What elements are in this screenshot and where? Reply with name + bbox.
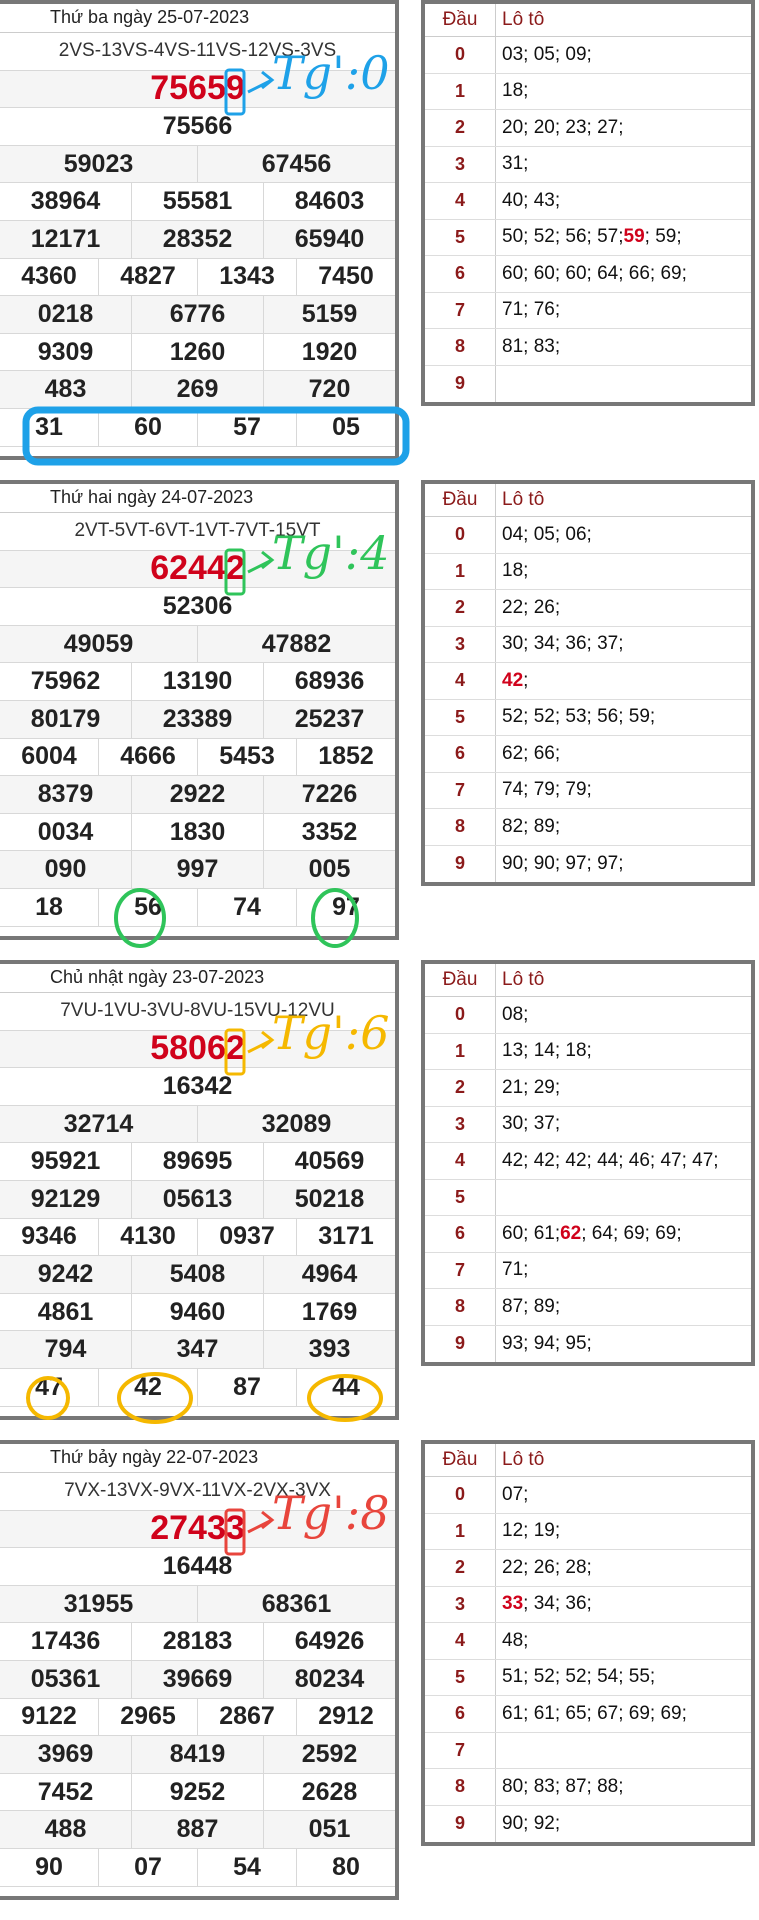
loto-text: ; 64; 69; 69; xyxy=(581,1222,682,1244)
loto-text: 13; 14; 18; xyxy=(502,1040,592,1062)
prize-number: 59023 xyxy=(0,146,198,183)
prize-number: 18 xyxy=(0,889,99,926)
loto-head-digit: 6 xyxy=(425,1216,496,1252)
loto-head-digit: 5 xyxy=(425,1660,496,1696)
loto-head-digit: 6 xyxy=(425,736,496,772)
last-row-highlight xyxy=(26,410,406,462)
loto-head-digit: 9 xyxy=(425,1806,496,1843)
loto-text: 71; xyxy=(502,1259,529,1281)
prize-number: 090 xyxy=(0,851,132,888)
annotation-layer xyxy=(0,0,759,480)
prize-number: 997 xyxy=(132,851,264,888)
prize-number: 80 xyxy=(332,1852,360,1881)
loto-highlight: 62 xyxy=(560,1222,582,1244)
prize-number: 9460 xyxy=(132,1294,264,1331)
prize-number: 80179 xyxy=(0,701,132,738)
loto-text: 03; 05; 09; xyxy=(502,43,592,65)
loto-text: 81; 83; xyxy=(502,335,561,357)
prize-number: 44 xyxy=(332,1372,360,1401)
day-block xyxy=(0,0,759,480)
prize-number: 05 xyxy=(332,412,360,441)
handwritten-note: Tg':0 xyxy=(272,46,390,100)
loto-text: 87; 89; xyxy=(502,1295,561,1317)
prize-number: 74 xyxy=(198,889,297,926)
prize-number: 3171 xyxy=(318,1222,374,1251)
annotation-layer xyxy=(0,1440,759,1920)
result-date-title: Thứ ba ngày 25-07-2023 xyxy=(0,4,395,33)
prize-number: 32714 xyxy=(0,1106,198,1143)
prize-number: 1920 xyxy=(301,337,358,366)
prize-number: 1769 xyxy=(301,1297,358,1326)
prize-number: 12171 xyxy=(0,221,132,258)
loto-text: 60; 61; xyxy=(502,1222,561,1244)
prize-number: 9252 xyxy=(132,1774,264,1811)
loto-head-digit: 4 xyxy=(425,1143,496,1179)
prize-number: 57 xyxy=(198,409,297,446)
prize-number: 60 xyxy=(99,409,198,446)
loto-head-digit: 0 xyxy=(425,1477,496,1513)
prize-number: 4360 xyxy=(0,259,99,296)
prize-number: 75962 xyxy=(0,663,132,700)
result-date-title: Chủ nhật ngày 23-07-2023 xyxy=(0,964,395,993)
handwritten-note: Tg':6 xyxy=(272,1006,390,1060)
prize-number: 8379 xyxy=(0,776,132,813)
prize-number: 483 xyxy=(0,371,132,408)
prize-code: 7VU-1VU-3VU-8VU-15VU-12VU xyxy=(60,1000,335,1022)
loto-header-loto: Lô tô xyxy=(502,9,545,30)
loto-head-digit: 5 xyxy=(425,220,496,256)
loto-text: 22; 26; xyxy=(502,596,561,618)
loto-header-loto: Lô tô xyxy=(502,1449,545,1470)
prize-number: 3969 xyxy=(0,1736,132,1773)
prize-number: 2922 xyxy=(132,776,264,813)
loto-highlight: 59 xyxy=(623,226,645,248)
result-date-title: Thứ hai ngày 24-07-2023 xyxy=(0,484,395,513)
prize-number: 5408 xyxy=(132,1256,264,1293)
prize-number: 347 xyxy=(132,1331,264,1368)
prize-number: 887 xyxy=(132,1811,264,1848)
prize-number: 1852 xyxy=(318,742,374,771)
prize-number: 89695 xyxy=(132,1143,264,1180)
number-circle xyxy=(28,1378,68,1418)
prize-number: 13190 xyxy=(132,663,264,700)
loto-header-loto: Lô tô xyxy=(502,489,545,510)
handwritten-note: Tg':4 xyxy=(272,526,390,580)
prize-number: 87 xyxy=(198,1369,297,1406)
loto-text: 22; 26; 28; xyxy=(502,1556,592,1578)
prize-number: 488 xyxy=(0,1811,132,1848)
prize-number: 23389 xyxy=(132,701,264,738)
loto-text: 18; xyxy=(502,560,529,582)
loto-text: 93; 94; 95; xyxy=(502,1332,592,1354)
prize-number: 0937 xyxy=(198,1219,297,1256)
special-prize-value: 27433 xyxy=(150,1509,245,1548)
loto-head-digit: 6 xyxy=(425,256,496,292)
prize-number: 07 xyxy=(99,1849,198,1886)
digit-highlight-box xyxy=(226,550,244,594)
prize-number: 47 xyxy=(0,1369,99,1406)
prize-number: 75566 xyxy=(162,111,233,140)
result-date-title: Thứ bảy ngày 22-07-2023 xyxy=(0,1444,395,1473)
loto-head-digit: 9 xyxy=(425,366,496,403)
prize-code: 2VS-13VS-4VS-11VS-12VS-3VS xyxy=(58,40,337,62)
prize-number: 50218 xyxy=(294,1184,365,1213)
prize-number: 05361 xyxy=(0,1661,132,1698)
prize-number: 4827 xyxy=(99,259,198,296)
prize-number: 5159 xyxy=(301,299,358,328)
prize-number: 4130 xyxy=(99,1219,198,1256)
digit-highlight-box xyxy=(226,70,244,114)
loto-text: 21; 29; xyxy=(502,1076,561,1098)
prize-number: 52306 xyxy=(162,591,233,620)
number-circle xyxy=(309,1376,381,1420)
loto-header-dau: Đầu xyxy=(425,4,496,36)
day-block xyxy=(0,960,759,1440)
loto-text: 80; 83; 87; 88; xyxy=(502,1775,624,1797)
prize-number: 2867 xyxy=(198,1699,297,1736)
loto-head-digit: 1 xyxy=(425,1034,496,1070)
loto-head-digit: 9 xyxy=(425,1326,496,1363)
digit-highlight-box xyxy=(226,1510,244,1554)
loto-head-digit: 4 xyxy=(425,1623,496,1659)
prize-number: 7450 xyxy=(318,262,374,291)
loto-text: 82; 89; xyxy=(502,815,561,837)
loto-text: 31; xyxy=(502,153,529,175)
prize-number: 9122 xyxy=(0,1699,99,1736)
note-arrow xyxy=(248,1512,272,1532)
loto-head-digit: 1 xyxy=(425,1514,496,1550)
number-circle xyxy=(313,890,357,946)
loto-head-digit: 1 xyxy=(425,554,496,590)
loto-head-digit: 4 xyxy=(425,183,496,219)
prize-number: 40569 xyxy=(294,1147,365,1176)
loto-head-digit: 3 xyxy=(425,627,496,663)
note-arrow xyxy=(248,552,272,572)
loto-head-digit: 6 xyxy=(425,1696,496,1732)
handwritten-note: Tg':8 xyxy=(272,1486,390,1540)
prize-number: 8419 xyxy=(132,1736,264,1773)
loto-head-digit: 8 xyxy=(425,329,496,365)
prize-number: 4666 xyxy=(99,739,198,776)
loto-text: 30; 37; xyxy=(502,1113,561,1135)
prize-number: 720 xyxy=(308,375,351,404)
loto-head-digit: 2 xyxy=(425,1550,496,1586)
loto-header-dau: Đầu xyxy=(425,484,496,516)
special-prize-value: 75659 xyxy=(150,69,245,108)
loto-text: 62; 66; xyxy=(502,742,561,764)
loto-highlight: 33 xyxy=(502,1593,524,1615)
loto-head-digit: 2 xyxy=(425,590,496,626)
loto-head-digit: 8 xyxy=(425,809,496,845)
loto-head-digit: 3 xyxy=(425,1107,496,1143)
prize-number: 31 xyxy=(0,409,99,446)
prize-number: 0218 xyxy=(0,296,132,333)
prize-number: 7452 xyxy=(0,1774,132,1811)
loto-head-digit: 8 xyxy=(425,1289,496,1325)
loto-text: ; xyxy=(523,669,529,691)
loto-text: 12; 19; xyxy=(502,1520,561,1542)
loto-text: 20; 20; 23; 27; xyxy=(502,116,624,138)
loto-text: ; 59; xyxy=(644,226,682,248)
prize-number: 0034 xyxy=(0,814,132,851)
prize-number: 9346 xyxy=(0,1219,99,1256)
loto-head-digit: 0 xyxy=(425,37,496,73)
prize-number: 38964 xyxy=(0,183,132,220)
prize-number: 4964 xyxy=(301,1259,358,1288)
loto-text: 90; 90; 97; 97; xyxy=(502,852,624,874)
note-arrow xyxy=(248,1032,272,1052)
prize-number: 65940 xyxy=(294,224,365,253)
prize-code: 7VX-13VX-9VX-11VX-2VX-3VX xyxy=(64,1480,331,1502)
prize-number: 7226 xyxy=(301,779,358,808)
loto-head-digit: 3 xyxy=(425,1587,496,1623)
loto-header-dau: Đầu xyxy=(425,964,496,996)
prize-number: 80234 xyxy=(294,1664,365,1693)
prize-number: 31955 xyxy=(0,1586,198,1623)
loto-text: 60; 60; 60; 64; 66; 69; xyxy=(502,262,687,284)
prize-number: 1343 xyxy=(198,259,297,296)
prize-number: 84603 xyxy=(294,187,365,216)
loto-head-digit: 7 xyxy=(425,1253,496,1289)
loto-text: 18; xyxy=(502,80,529,102)
loto-text: 48; xyxy=(502,1629,529,1651)
prize-number: 97 xyxy=(332,892,360,921)
loto-highlight: 42 xyxy=(502,669,524,691)
annotation-layer xyxy=(0,960,759,1440)
prize-number: 28352 xyxy=(132,221,264,258)
loto-head-digit: 1 xyxy=(425,74,496,110)
special-prize-value: 62442 xyxy=(150,549,245,588)
prize-number: 6776 xyxy=(132,296,264,333)
prize-number: 16342 xyxy=(162,1071,233,1100)
prize-number: 92129 xyxy=(0,1181,132,1218)
prize-number: 269 xyxy=(132,371,264,408)
loto-text: 51; 52; 52; 54; 55; xyxy=(502,1666,656,1688)
loto-head-digit: 8 xyxy=(425,1769,496,1805)
prize-number: 05613 xyxy=(132,1181,264,1218)
prize-number: 051 xyxy=(308,1815,351,1844)
loto-head-digit: 4 xyxy=(425,663,496,699)
loto-text: 40; 43; xyxy=(502,189,561,211)
digit-highlight-box xyxy=(226,1030,244,1074)
day-block xyxy=(0,480,759,960)
loto-head-digit: 5 xyxy=(425,1180,496,1216)
prize-number: 64926 xyxy=(294,1627,365,1656)
prize-number: 4861 xyxy=(0,1294,132,1331)
prize-number: 2628 xyxy=(301,1777,358,1806)
prize-number: 67456 xyxy=(261,149,332,178)
prize-number: 393 xyxy=(308,1335,351,1364)
prize-number: 17436 xyxy=(0,1623,132,1660)
loto-text: 07; xyxy=(502,1483,529,1505)
prize-number: 16448 xyxy=(162,1551,233,1580)
prize-number: 3352 xyxy=(301,817,358,846)
loto-head-digit: 2 xyxy=(425,1070,496,1106)
prize-number: 28183 xyxy=(132,1623,264,1660)
loto-head-digit: 7 xyxy=(425,293,496,329)
loto-head-digit: 9 xyxy=(425,846,496,883)
loto-head-digit: 5 xyxy=(425,700,496,736)
loto-head-digit: 3 xyxy=(425,147,496,183)
annotation-layer xyxy=(0,480,759,960)
loto-text: ; 34; 36; xyxy=(523,1593,592,1615)
prize-number: 794 xyxy=(0,1331,132,1368)
prize-number: 5453 xyxy=(198,739,297,776)
prize-number: 1830 xyxy=(132,814,264,851)
prize-number: 90 xyxy=(0,1849,99,1886)
prize-number: 95921 xyxy=(0,1143,132,1180)
prize-number: 005 xyxy=(308,855,351,884)
number-circle xyxy=(119,1374,191,1422)
prize-code: 2VT-5VT-6VT-1VT-7VT-15VT xyxy=(74,520,321,542)
prize-number: 2912 xyxy=(318,1702,374,1731)
loto-text: 61; 61; 65; 67; 69; 69; xyxy=(502,1702,687,1724)
loto-head-digit: 7 xyxy=(425,1733,496,1769)
prize-number: 68361 xyxy=(261,1589,332,1618)
loto-head-digit: 7 xyxy=(425,773,496,809)
prize-number: 56 xyxy=(99,889,198,926)
loto-text: 52; 52; 53; 56; 59; xyxy=(502,706,656,728)
loto-header-dau: Đầu xyxy=(425,1444,496,1476)
loto-text: 04; 05; 06; xyxy=(502,523,592,545)
prize-number: 2965 xyxy=(99,1699,198,1736)
prize-number: 6004 xyxy=(0,739,99,776)
prize-number: 55581 xyxy=(132,183,264,220)
prize-number: 32089 xyxy=(261,1109,332,1138)
loto-text: 90; 92; xyxy=(502,1812,561,1834)
note-arrow xyxy=(248,72,272,92)
prize-number: 47882 xyxy=(261,629,332,658)
prize-number: 54 xyxy=(198,1849,297,1886)
loto-header-loto: Lô tô xyxy=(502,969,545,990)
loto-text: 71; 76; xyxy=(502,299,561,321)
prize-number: 68936 xyxy=(294,667,365,696)
loto-text: 74; 79; 79; xyxy=(502,779,592,801)
day-block xyxy=(0,1440,759,1920)
loto-text: 42; 42; 42; 44; 46; 47; 47; xyxy=(502,1149,719,1171)
loto-head-digit: 2 xyxy=(425,110,496,146)
prize-number: 2592 xyxy=(301,1739,358,1768)
loto-text: 50; 52; 56; 57; xyxy=(502,226,624,248)
prize-number: 1260 xyxy=(132,334,264,371)
prize-number: 39669 xyxy=(132,1661,264,1698)
loto-head-digit: 0 xyxy=(425,997,496,1033)
prize-number: 42 xyxy=(99,1369,198,1406)
prize-number: 9242 xyxy=(0,1256,132,1293)
loto-head-digit: 0 xyxy=(425,517,496,553)
loto-text: 30; 34; 36; 37; xyxy=(502,633,624,655)
number-circle xyxy=(116,890,164,946)
prize-number: 25237 xyxy=(294,704,365,733)
prize-number: 49059 xyxy=(0,626,198,663)
special-prize-value: 58062 xyxy=(150,1029,245,1068)
prize-number: 9309 xyxy=(0,334,132,371)
loto-text: 08; xyxy=(502,1003,529,1025)
